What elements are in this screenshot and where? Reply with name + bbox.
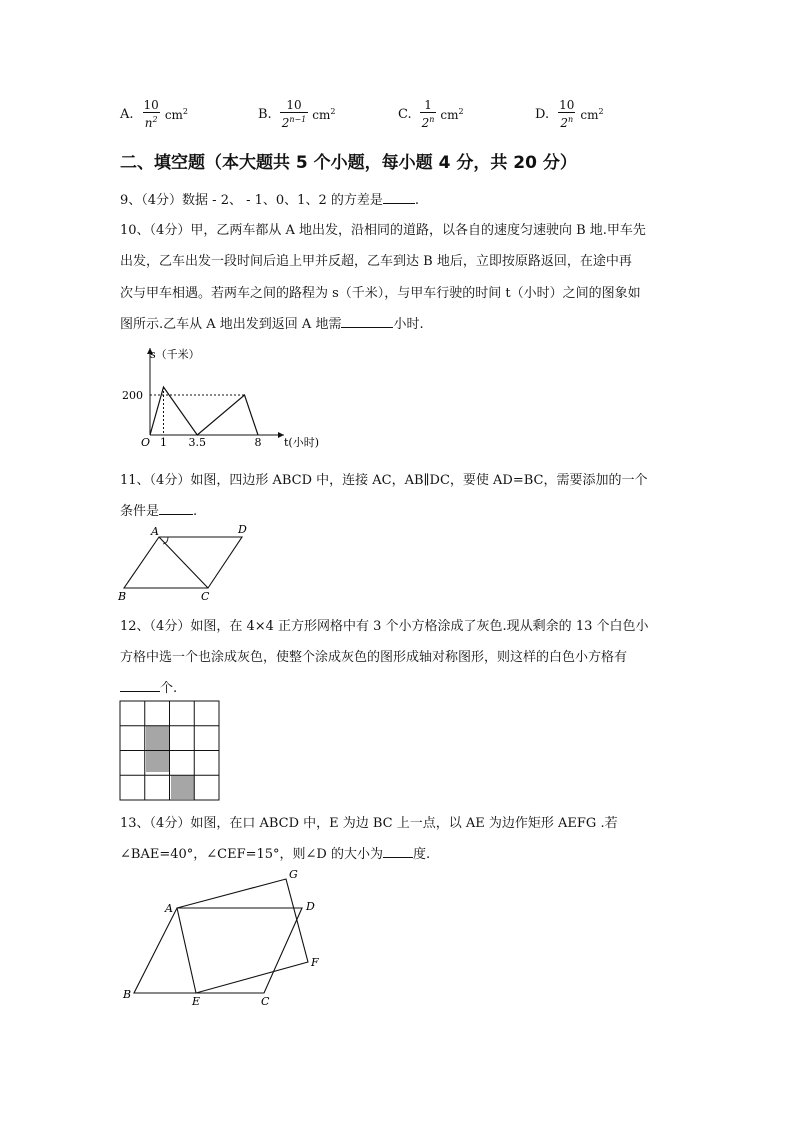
option-d-unit: $cm^2$	[580, 106, 604, 122]
option-c-letter: C.	[398, 106, 412, 122]
q10-answer-blank[interactable]	[341, 315, 393, 328]
option-d-letter: D.	[535, 106, 550, 122]
section-2-title: 二、填空题（本大题共 5 个小题，每小题 4 分，共 20 分）	[120, 153, 577, 173]
q9-answer-blank[interactable]	[383, 191, 415, 204]
origin-label: O	[141, 436, 151, 449]
q13-line-2: ∠BAE=40°，∠CEF=15°，则∠D 的大小为 度.	[120, 847, 431, 862]
label-a: A	[151, 525, 159, 538]
x-tick-1: 1	[160, 436, 167, 449]
option-c[interactable]	[398, 98, 464, 130]
label-c: C	[201, 590, 210, 602]
option-b[interactable]	[258, 98, 335, 130]
q11-answer-blank[interactable]	[159, 502, 193, 515]
x-tick-3-5: 3.5	[188, 436, 206, 449]
label-g: G	[289, 868, 298, 881]
q11-line-2: 条件是 .	[120, 504, 198, 519]
q10-distance-time-graph	[120, 340, 350, 455]
grid-lines	[120, 701, 219, 800]
y-axis-label: s（千米）	[150, 348, 200, 361]
q13-parallelogram-rectangle-figure	[115, 862, 345, 1012]
option-c-fraction: $\frac{1}{2^n}$	[421, 98, 435, 130]
q10-line-1: 10、（4分）甲，乙两车都从 A 地出发，沿相同的道路，以各自的速度匀速驶向 B 地.甲车先	[120, 223, 646, 238]
angle-mark-a	[163, 537, 168, 544]
q10-line-2: 出发，乙车出发一段时间后追上甲并反超，乙车到达 B 地后，立即按原路返回，在途中再	[120, 254, 632, 269]
x-tick-8: 8	[254, 436, 262, 449]
option-a-fraction: $\frac{10}{n^2}$	[143, 98, 159, 130]
gray-cells-column-2	[146, 726, 169, 772]
option-b-letter: B.	[258, 106, 272, 122]
q10-line-4: 图所示.乙车从 A 地出发到返回 A 地需 小时.	[120, 317, 424, 332]
label-b: B	[123, 988, 132, 1001]
question-9: 9、（4分）数据 - 2、 - 1、0、1、2 的方差是 .	[120, 193, 419, 208]
label-d: D	[306, 900, 315, 913]
label-d: D	[238, 523, 247, 536]
q11-quadrilateral-figure	[115, 522, 255, 602]
q13-answer-blank[interactable]	[383, 845, 413, 858]
label-a: A	[165, 902, 173, 915]
option-a[interactable]	[120, 98, 188, 130]
q8-options	[120, 98, 640, 138]
y-tick-200: 200	[122, 389, 143, 402]
diagonal-ac	[159, 537, 208, 588]
option-a-unit: $cm^2$	[164, 106, 189, 122]
option-b-fraction: $\frac{10}{2^{n-1}}$	[281, 98, 307, 130]
label-f: F	[311, 956, 319, 969]
distance-series-line	[150, 387, 258, 435]
q12-line-3: 个.	[120, 677, 177, 696]
label-b: B	[118, 590, 127, 602]
q12-4x4-grid	[119, 700, 221, 802]
q12-line-1: 12、（4分）如图，在 4×4 正方形网格中有 3 个小方格涂成了灰色.现从剩余的 13 个白色小	[120, 619, 649, 634]
q12-line-2: 方格中选一个也涂成灰色，使整个涂成灰色的图形成轴对称图形，则这样的白色小方格有	[120, 650, 628, 665]
option-c-unit: $cm^2$	[440, 106, 464, 122]
x-axis-label: t(小时)	[284, 436, 320, 449]
option-d[interactable]	[535, 98, 604, 130]
q13-line-1: 13、（4分）如图，在口 ABCD 中，E 为边 BC 上一点，以 AE 为边作矩形 AEFG .若	[120, 816, 618, 831]
option-d-fraction: $\frac{10}{2^n}$	[559, 98, 575, 130]
label-c: C	[261, 995, 270, 1008]
q11-line-1: 11、（4分）如图，四边形 ABCD 中，连接 AC，AB∥DC，要使 AD=BC，需要添加的一个	[120, 473, 648, 488]
gray-cell-row-4-col-3	[171, 775, 194, 799]
q12-answer-blank[interactable]	[120, 679, 160, 692]
rectangle-aefg	[177, 879, 308, 993]
label-e: E	[192, 995, 201, 1008]
q10-line-3: 次与甲车相遇。若两车之间的路程为 s（千米），与甲车行驶的时间 t（小时）之间的图象如	[120, 286, 641, 301]
option-b-unit: $cm^2$	[312, 106, 336, 122]
parallelogram-abcd	[134, 908, 302, 993]
option-a-letter: A.	[120, 106, 134, 122]
